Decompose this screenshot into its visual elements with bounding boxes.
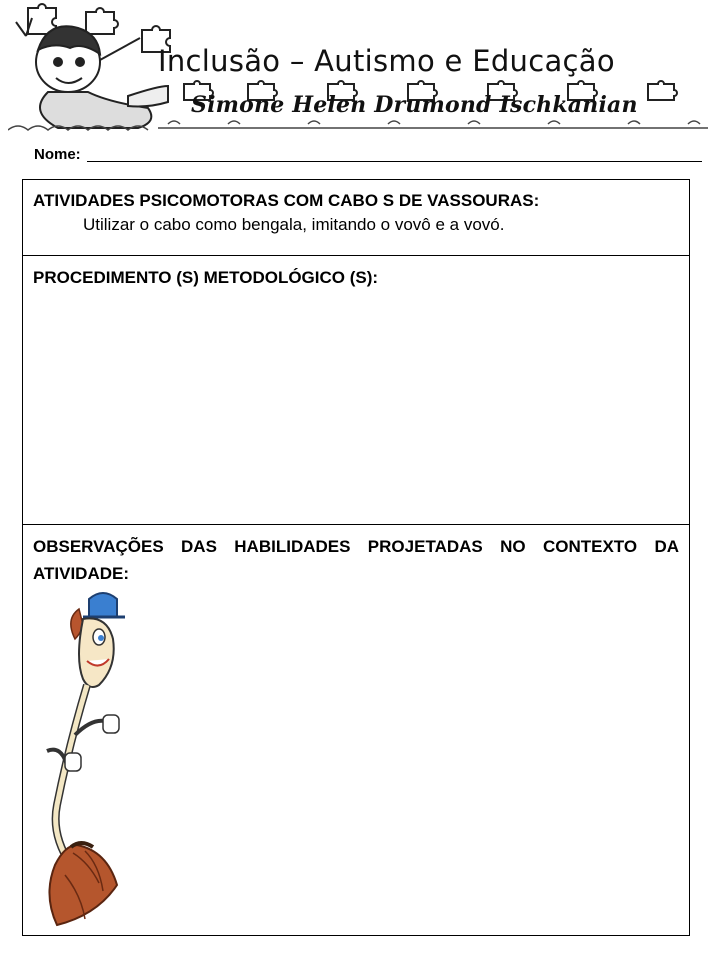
section-activities-title: ATIVIDADES PSICOMOTORAS COM CABO S DE VASSOURAS: xyxy=(33,191,540,210)
name-underline[interactable] xyxy=(87,161,702,162)
name-label: Nome: xyxy=(34,146,81,163)
section-activities-description: Utilizar o cabo como bengala, imitando o vovô e a vovó. xyxy=(83,215,505,234)
activity-form xyxy=(22,179,690,936)
header-banner xyxy=(8,0,716,136)
banner-author: Simone Helen Drumond Ischkanian xyxy=(191,92,638,118)
section-procedures[interactable] xyxy=(23,256,689,525)
section-observations-title: OBSERVAÇÕES DAS HABILIDADES PROJETADAS NO CONTEXTO DA ATIVIDADE: xyxy=(33,537,679,583)
banner-title: Inclusão – Autismo e Educação xyxy=(158,44,615,78)
section-observations[interactable] xyxy=(23,525,689,935)
broom-character-icon xyxy=(27,585,157,930)
section-activities xyxy=(23,180,689,256)
name-field[interactable] xyxy=(34,146,702,166)
section-procedures-title: PROCEDIMENTO (S) METODOLÓGICO (S): xyxy=(33,268,379,287)
